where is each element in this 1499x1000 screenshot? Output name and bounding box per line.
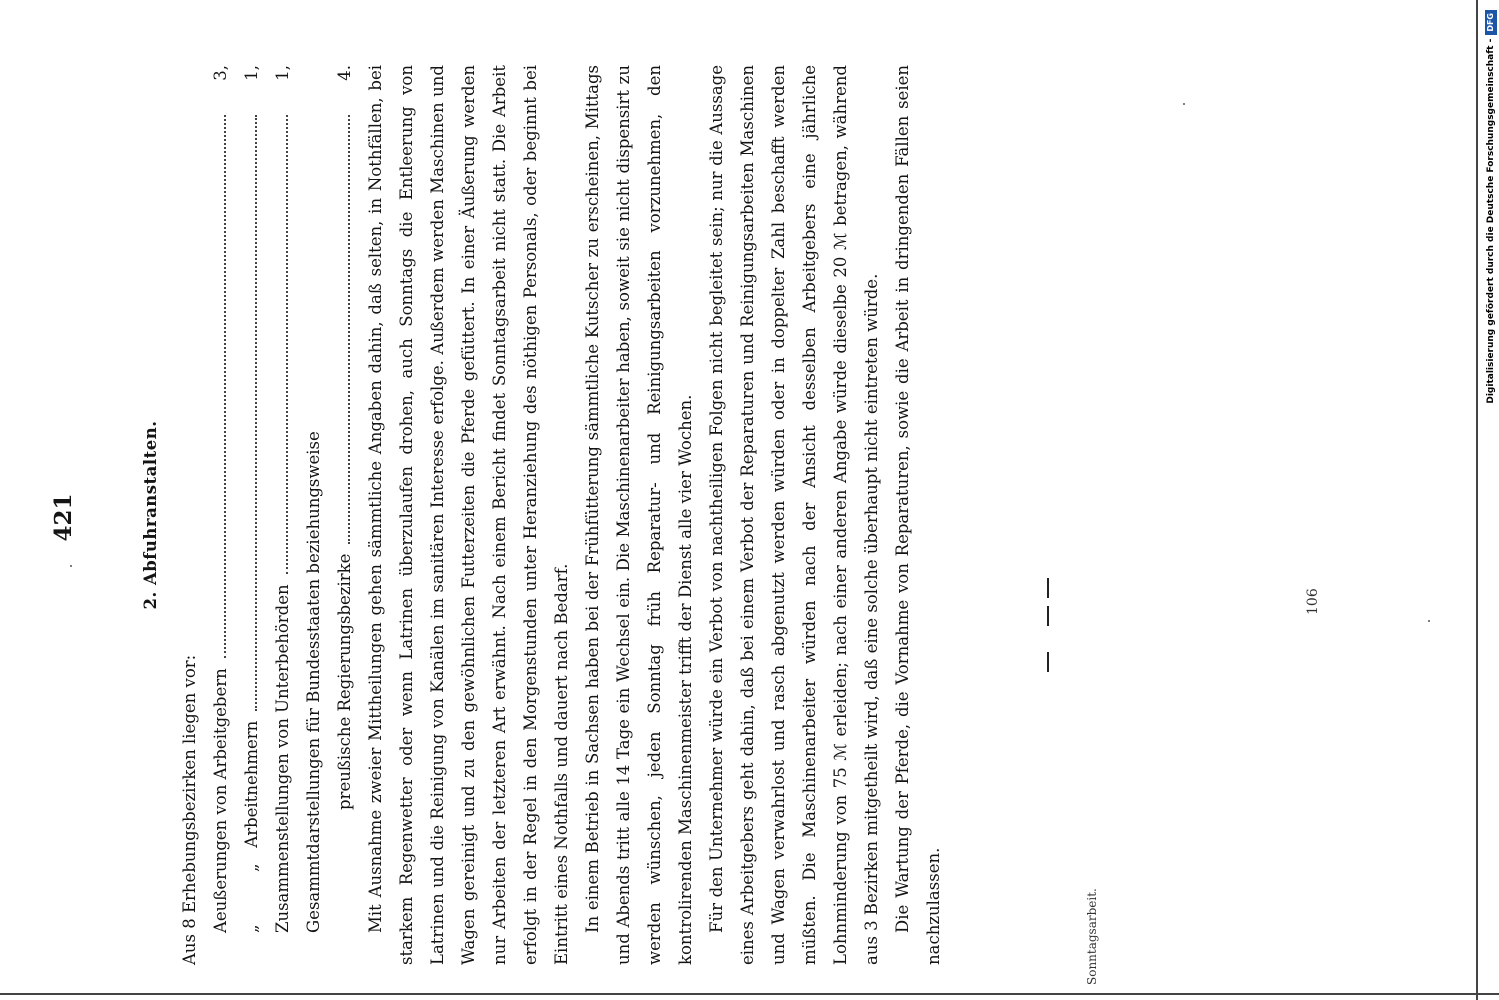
list-item: Gesammtdarstellungen für Bundesstaaten beziehungsweise bbox=[304, 431, 323, 933]
scan-edge-bottom bbox=[0, 993, 1499, 995]
running-footer: Sonntagsarbeit. bbox=[1085, 888, 1099, 985]
list-item: „ „ Arbeitnehmern 1, bbox=[242, 65, 261, 933]
digitization-credit: Digitalisierung gefördert durch die Deutsche Forschungsgemeinschaft - DFG bbox=[1484, 10, 1498, 985]
separator-rule bbox=[1047, 606, 1049, 626]
list-item: preußische Regierungsbezirke 4. bbox=[335, 65, 354, 810]
paragraph: In einem Betrieb in Sachsen haben bei der Frühfütterung sämmtliche Kutscher zu erscheinen, Mittags und Abends tritt alle 14 Tage ein Wechsel ein. Die Maschinenarbeiter haben, soweit sie nicht dispensirt zu werden wünschen, jeden Sonntag früh Reparatur- und Reinigungsarbeiten vorzunehmen, den kontrolirenden Maschinenmeister trifft der Dienst alle vier Wochen. bbox=[583, 65, 695, 965]
separator-rule bbox=[1047, 652, 1049, 672]
page-body bbox=[135, 65, 949, 965]
dfg-logo: DFG bbox=[1485, 10, 1497, 35]
list-item: Zusammenstellungen von Unterbehörden 1, bbox=[273, 65, 292, 933]
section-heading: 2. Abfuhranstalten. bbox=[141, 420, 160, 610]
paragraph: Die Wartung der Pferde, die Vornahme von Reparaturen, sowie die Arbeit in dringenden Fällen seien nachzulassen. bbox=[893, 65, 943, 965]
scan-speck bbox=[1183, 103, 1185, 105]
scan-edge-right bbox=[1476, 0, 1478, 1000]
sheet-number: 106 bbox=[1305, 588, 1321, 615]
document-page bbox=[50, 50, 1321, 985]
paragraph: Mit Ausnahme zweier Mittheilungen gehen sämmtliche Angaben dahin, daß selten, in Nothfällen, bei starkem Regenwetter oder wenn Latrinen überzulaufen drohen, auch Sonntags die Entleerung von Latrinen und die Reinigung von Kanälen im sanitären Interesse erfolge. Außerdem werden Maschinen und Wagen gereinigt und zu den gewöhnlichen Futterzeiten die Pferde gefüttert. In einer Äußerung werden nur Arbeiten der letzteren Art erwähnt. Nach einem Bericht findet Sonntagsarbeit nicht statt. Die Arbeit erfolgt in der Regel in den Morgenstunden unter Heranziehung des nöthigen Personals, oder beginnt bei Eintritt eines Nothfalls und dauert nach Bedarf. bbox=[366, 65, 571, 965]
separator-rule bbox=[1047, 578, 1049, 598]
page-number: 421 bbox=[50, 493, 77, 542]
paragraph: Für den Unternehmer würde ein Verbot von nachtheiligen Folgen nicht begleitet sein; nur die Aussage eines Arbeitgebers geht dahin, daß bei einem Verbot der Reparaturen und Reinigungsarbeiten Maschinen und Wagen verwahrlost und rasch abgenutzt werden würden oder in doppelter Zahl beschafft werden müßten. Die Maschinenarbeiter würden nach der Ansicht desselben Arbeitgebers eine jährliche Lohnminderung von 75 ℳ erleiden; nach einer anderen Angabe würde dieselbe 20 ℳ betragen, während aus 3 Bezirken mitgetheilt wird, daß eine solche überhaupt nicht eintreten würde. bbox=[707, 65, 881, 965]
list-item: Aeußerungen von Arbeitgebern 3, bbox=[211, 65, 230, 933]
intro-line: Aus 8 Erhebungsbezirken liegen vor: bbox=[180, 654, 199, 965]
scan-speck bbox=[1428, 620, 1430, 622]
